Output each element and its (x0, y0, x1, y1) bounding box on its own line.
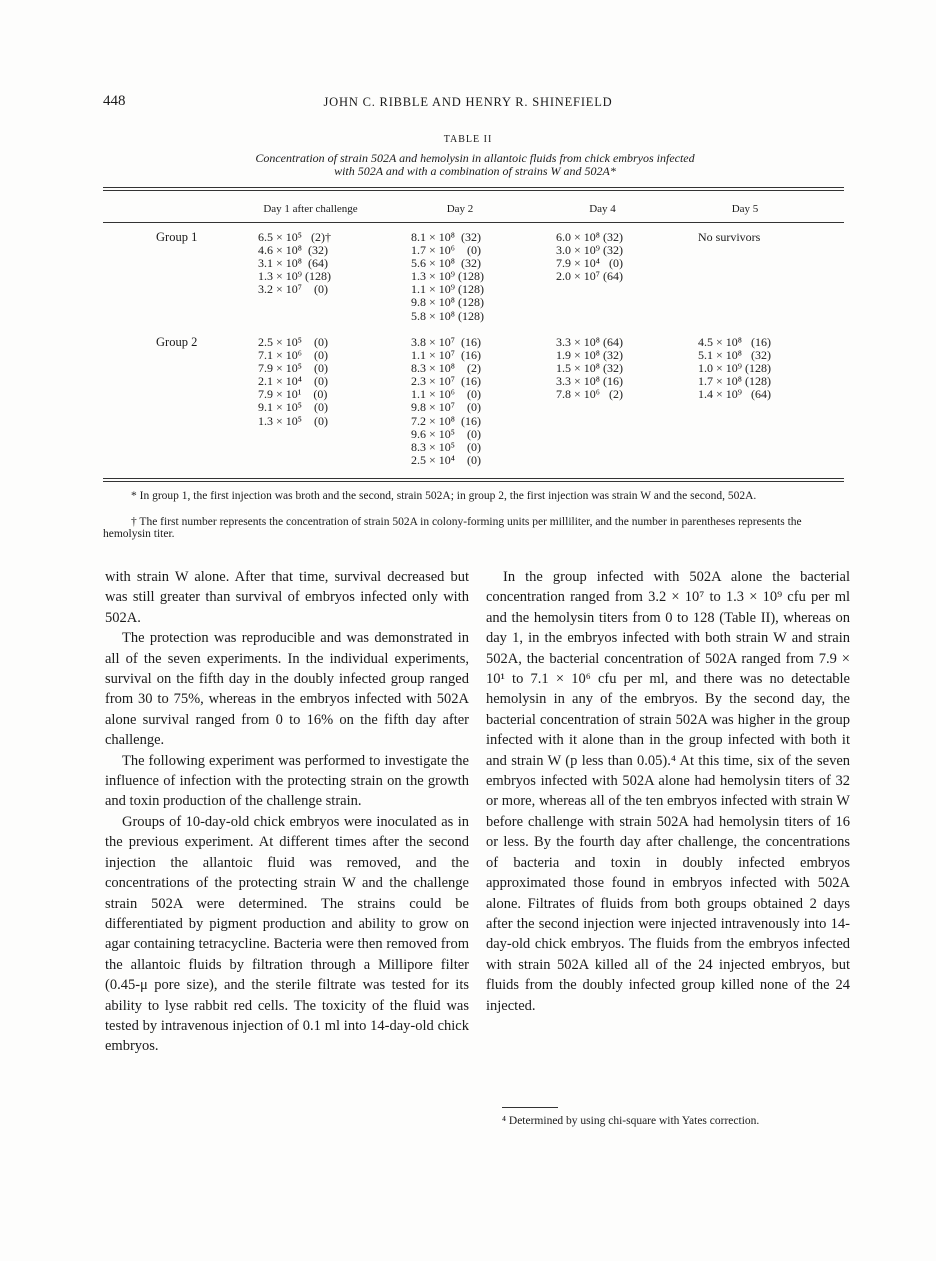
table-value: 1.3 × 10⁹ (128) (411, 269, 484, 284)
table-value: 5.6 × 10⁸ (32) (411, 256, 481, 271)
body-left-column (105, 567, 469, 1057)
table-value: 1.1 × 10⁶ (0) (411, 387, 481, 402)
table-value: 5.1 × 10⁸ (32) (698, 348, 771, 363)
page-number: 448 (103, 93, 126, 109)
paragraph: The following experiment was performed to investigate the influence of infection with the protecting strain on the growth and toxin production of the challenge strain. (105, 752, 469, 810)
table-value: 4.6 × 10⁸ (32) (258, 243, 328, 258)
table-value: 9.6 × 10⁵ (0) (411, 426, 481, 441)
table-value: 1.3 × 10⁹ (128) (258, 269, 331, 284)
table-value: 3.3 × 10⁸ (16) (556, 374, 623, 389)
table-value: 1.1 × 10⁷ (16) (411, 348, 481, 363)
table-value: 2.5 × 10⁵ (0) (258, 335, 328, 349)
table-value: 3.8 × 10⁷ (16) (411, 335, 481, 349)
col-header-day1: Day 1 after challenge (263, 203, 358, 215)
group-1-label: Group 1 (156, 230, 198, 244)
table-value: 2.5 × 10⁴ (0) (411, 452, 481, 467)
table-value: 8.3 × 10⁵ (0) (411, 439, 481, 454)
table-caption-line-2: with 502A and with a combination of strains W and 502A* (334, 164, 616, 178)
group-2-day5-cell (698, 336, 771, 401)
table-value: 3.1 × 10⁸ (64) (258, 256, 328, 271)
table-value: 7.9 × 10⁴ (0) (556, 256, 623, 271)
table-value: 1.7 × 10⁸ (128) (698, 374, 771, 389)
table-top-rule-2 (103, 190, 844, 191)
group-2-day1-cell (258, 336, 328, 428)
table-value: 3.3 × 10⁸ (64) (556, 335, 623, 349)
col-header-day2: Day 2 (446, 203, 474, 215)
paragraph: The protection was reproducible and was demonstrated in all of the seven experiments. In the individual experiments, survival on the fifth day in the doubly infected group ranged from 30 to 75%, whereas in the embryos infected with 502A alone survival ranged from 0 to 16% on the fifth day after challenge. (105, 630, 469, 749)
table-value: 7.1 × 10⁶ (0) (258, 348, 328, 363)
table-label: TABLE II (443, 134, 493, 145)
paragraph: In the group infected with 502A alone the bacterial concentration ranged from 3.2 × 10⁷ to 1.3 × 10⁹ cfu per ml and the hemolysin titers from 0 to 128 (Table II), whereas on day 1, in the embryos infected with both strain W and strain 502A, the bacterial concentration of 502A ranged from 7.9 × 10¹ to 7.1 × 10⁶ cfu per ml, and there was no detectable hemolysin in any of the embryos. By the second day, the bacterial concentration of strain 502A was higher in the group infected with it alone than in the group infected with both it and strain W (p less than 0.05).⁴ At this time, six of the seven embryos infected with 502A alone had hemolysin titers of 32 or more, whereas all of the ten embryos infected with strain W before challenge with strain 502A had hemolysin titers of 16 or less. By the fourth day after challenge, the concentrations of bacteria and toxin in doubly infected embryos approximated those found in embryos infected with 502A alone. Filtrates of fluids from both groups obtained 2 days after the second injection were injected intravenously into 14-day-old chick embryos. The fluids from the embryos infected with strain 502A killed all of the 24 injected embryos, but fluids from the doubly infected group killed none of the 24 injected. (486, 569, 850, 1014)
table-bottom-rule (103, 478, 844, 479)
footnote-4: ⁴ Determined by using chi-square with Yates correction. (502, 1115, 760, 1127)
table-value: 2.0 × 10⁷ (64) (556, 269, 623, 284)
group-2-label: Group 2 (156, 335, 198, 349)
paragraph: Groups of 10-day-old chick embryos were inoculated as in the previous experiment. At different times after the second injection the allantoic fluid was removed, and the concentrations of the protecting strain W and the challenge strain 502A were determined. The strains could be differentiated by pigment production and ability to grow on agar containing tetracycline. Bacteria were then removed from the allantoic fluids by filtration through a Millipore filter (0.45-μ pore size), and the sterile filtrate was tested for its ability to lyse rabbit red cells. The toxicity of the fluid was tested by intravenous injection of 0.1 ml into 14-day-old chick embryos. (105, 813, 469, 1055)
table-value: 7.9 × 10¹ (0) (258, 387, 328, 402)
col-header-day4: Day 4 (589, 203, 616, 215)
table-value: 1.9 × 10⁸ (32) (556, 348, 623, 363)
table-caption-line-1: Concentration of strain 502A and hemolysin in allantoic fluids from chick embryos infected (255, 151, 695, 165)
table-bottom-rule-2 (103, 481, 844, 482)
table-value: 7.8 × 10⁶ (2) (556, 387, 623, 402)
table-value: No survivors (698, 230, 761, 244)
table-value: 7.9 × 10⁵ (0) (258, 361, 328, 376)
table-value: 3.0 × 10⁹ (32) (556, 243, 623, 258)
group-1-day1-cell (258, 231, 331, 296)
table-value: 5.8 × 10⁸ (128) (411, 308, 484, 323)
table-value: 3.2 × 10⁷ (0) (258, 282, 328, 297)
table-value: 9.8 × 10⁷ (0) (411, 400, 481, 415)
table-value: 8.1 × 10⁸ (32) (411, 230, 481, 244)
col-header-day5: Day 5 (731, 203, 759, 215)
group-1-day5-cell (698, 231, 760, 244)
body-right-column (486, 567, 850, 1016)
running-head: JOHN C. RIBBLE AND HENRY R. SHINEFIELD (323, 95, 613, 109)
group-2-day4-cell (556, 336, 623, 401)
table-value: 1.4 × 10⁹ (64) (698, 387, 771, 402)
table-value: 1.7 × 10⁶ (0) (411, 243, 481, 258)
table-value: 9.1 × 10⁵ (0) (258, 400, 328, 415)
table-footnote-star: * In group 1, the first injection was broth and the second, strain 502A; in group 2, the first injection was strain W and the second, 502A. (131, 490, 757, 502)
table-header-rule (103, 222, 844, 223)
table-value: 8.3 × 10⁸ (2) (411, 361, 481, 376)
table-value: 6.5 × 10⁵ (2)† (258, 230, 331, 244)
group-1-day4-cell (556, 231, 623, 283)
table-value: 1.5 × 10⁸ (32) (556, 361, 623, 376)
table-footnote-dagger: † The first number represents the concentration of strain 502A in colony-forming units per milliliter, and the number in parentheses represents the hemolysin titer. (103, 516, 802, 541)
table-value: 1.3 × 10⁵ (0) (258, 413, 328, 428)
table-value: 1.0 × 10⁹ (128) (698, 361, 771, 376)
table-value: 1.1 × 10⁹ (128) (411, 282, 484, 297)
table-caption (180, 152, 770, 178)
table-value: 6.0 × 10⁸ (32) (556, 230, 623, 244)
group-2-day2-cell (411, 336, 481, 467)
table-value: 2.3 × 10⁷ (16) (411, 374, 481, 389)
paragraph: with strain W alone. After that time, survival decreased but was still greater than survival of embryos infected only with 502A. (105, 569, 469, 626)
group-1-day2-cell (411, 231, 484, 323)
table-top-rule (103, 187, 844, 188)
table-value: 7.2 × 10⁸ (16) (411, 413, 481, 428)
table-value: 4.5 × 10⁸ (16) (698, 335, 771, 349)
table-value: 2.1 × 10⁴ (0) (258, 374, 328, 389)
table-value: 9.8 × 10⁸ (128) (411, 295, 484, 310)
footnote-rule (502, 1107, 558, 1108)
